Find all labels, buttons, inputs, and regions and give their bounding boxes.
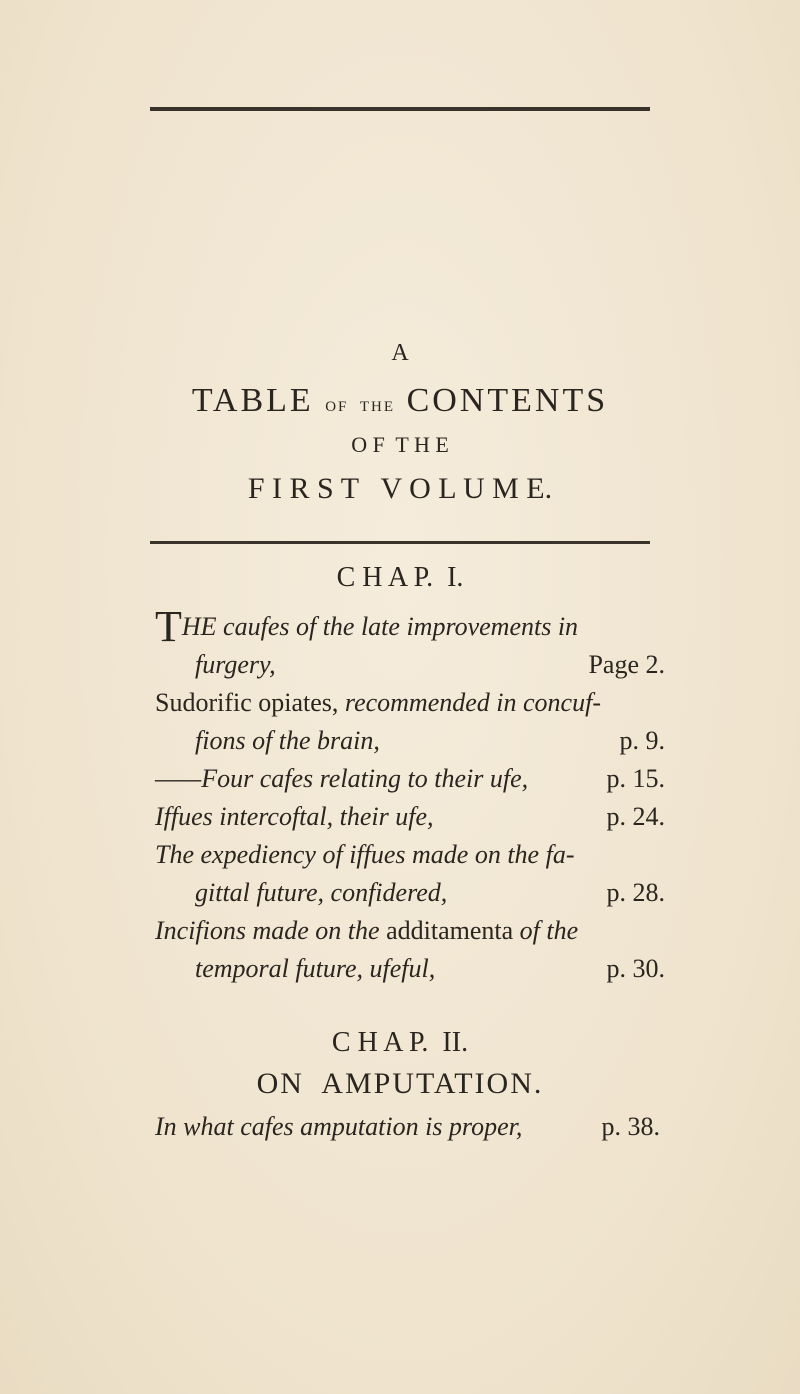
entry-text: HE caufes of the late improvements in	[181, 612, 579, 641]
page-number: p. 15.	[606, 764, 665, 793]
page-number: p. 38.	[601, 1112, 660, 1141]
page-number: p. 24.	[606, 802, 665, 831]
chapter-heading: C H A P. I.	[336, 562, 464, 593]
toc-line	[155, 685, 665, 721]
title-word-contents: CONTENTS	[406, 382, 609, 419]
entry-text-roman: Sudorific opiates,	[155, 688, 339, 717]
toc-line	[195, 875, 665, 911]
title-word-of: of	[325, 391, 349, 416]
toc-line	[155, 761, 665, 797]
toc-line	[155, 837, 665, 873]
entry-text: ——Four cafes relating to their ufe,	[155, 764, 529, 793]
chapter-subtitle: ON AMPUTATION.	[256, 1067, 544, 1100]
toc-line	[155, 602, 665, 651]
subtitle-of-the: O F T H E	[351, 432, 449, 457]
toc-line	[155, 1109, 665, 1145]
chapter-heading: C H A P. II.	[331, 1027, 469, 1058]
heading-a: A	[391, 340, 409, 366]
page-number: p. 30.	[606, 954, 665, 983]
title-word-the: the	[359, 391, 396, 416]
toc-line	[155, 913, 665, 949]
entry-text: Incifions made on the	[155, 916, 380, 945]
title	[0, 382, 800, 420]
entry-text: furgery,	[195, 650, 276, 679]
toc-line	[195, 647, 665, 683]
toc-line	[155, 799, 665, 835]
entry-text: In what cafes amputation is proper,	[155, 1112, 523, 1141]
page-number: p. 28.	[606, 878, 665, 907]
entry-text: recommended in concuf-	[338, 688, 601, 717]
toc-line	[195, 951, 665, 987]
page-number: Page 2.	[588, 650, 665, 679]
entry-text: of the	[519, 916, 579, 945]
top-rule	[150, 107, 650, 111]
section-rule	[150, 541, 650, 544]
entry-text: The expediency of iffues made on the fa-	[155, 840, 575, 869]
drop-cap: T	[155, 602, 182, 651]
toc-line	[195, 723, 665, 759]
entry-text: gittal future, confidered,	[195, 878, 448, 907]
title-word-table: TABLE	[191, 382, 314, 419]
entry-text: Iffues intercoftal, their ufe,	[155, 802, 434, 831]
page-number: p. 9.	[619, 726, 665, 755]
entry-text: fions of the brain,	[195, 726, 380, 755]
entry-text: temporal future, ufeful,	[195, 954, 436, 983]
entry-text-roman: additamenta	[386, 916, 514, 945]
subtitle-volume: F I R S T V O L U M E.	[247, 472, 553, 505]
